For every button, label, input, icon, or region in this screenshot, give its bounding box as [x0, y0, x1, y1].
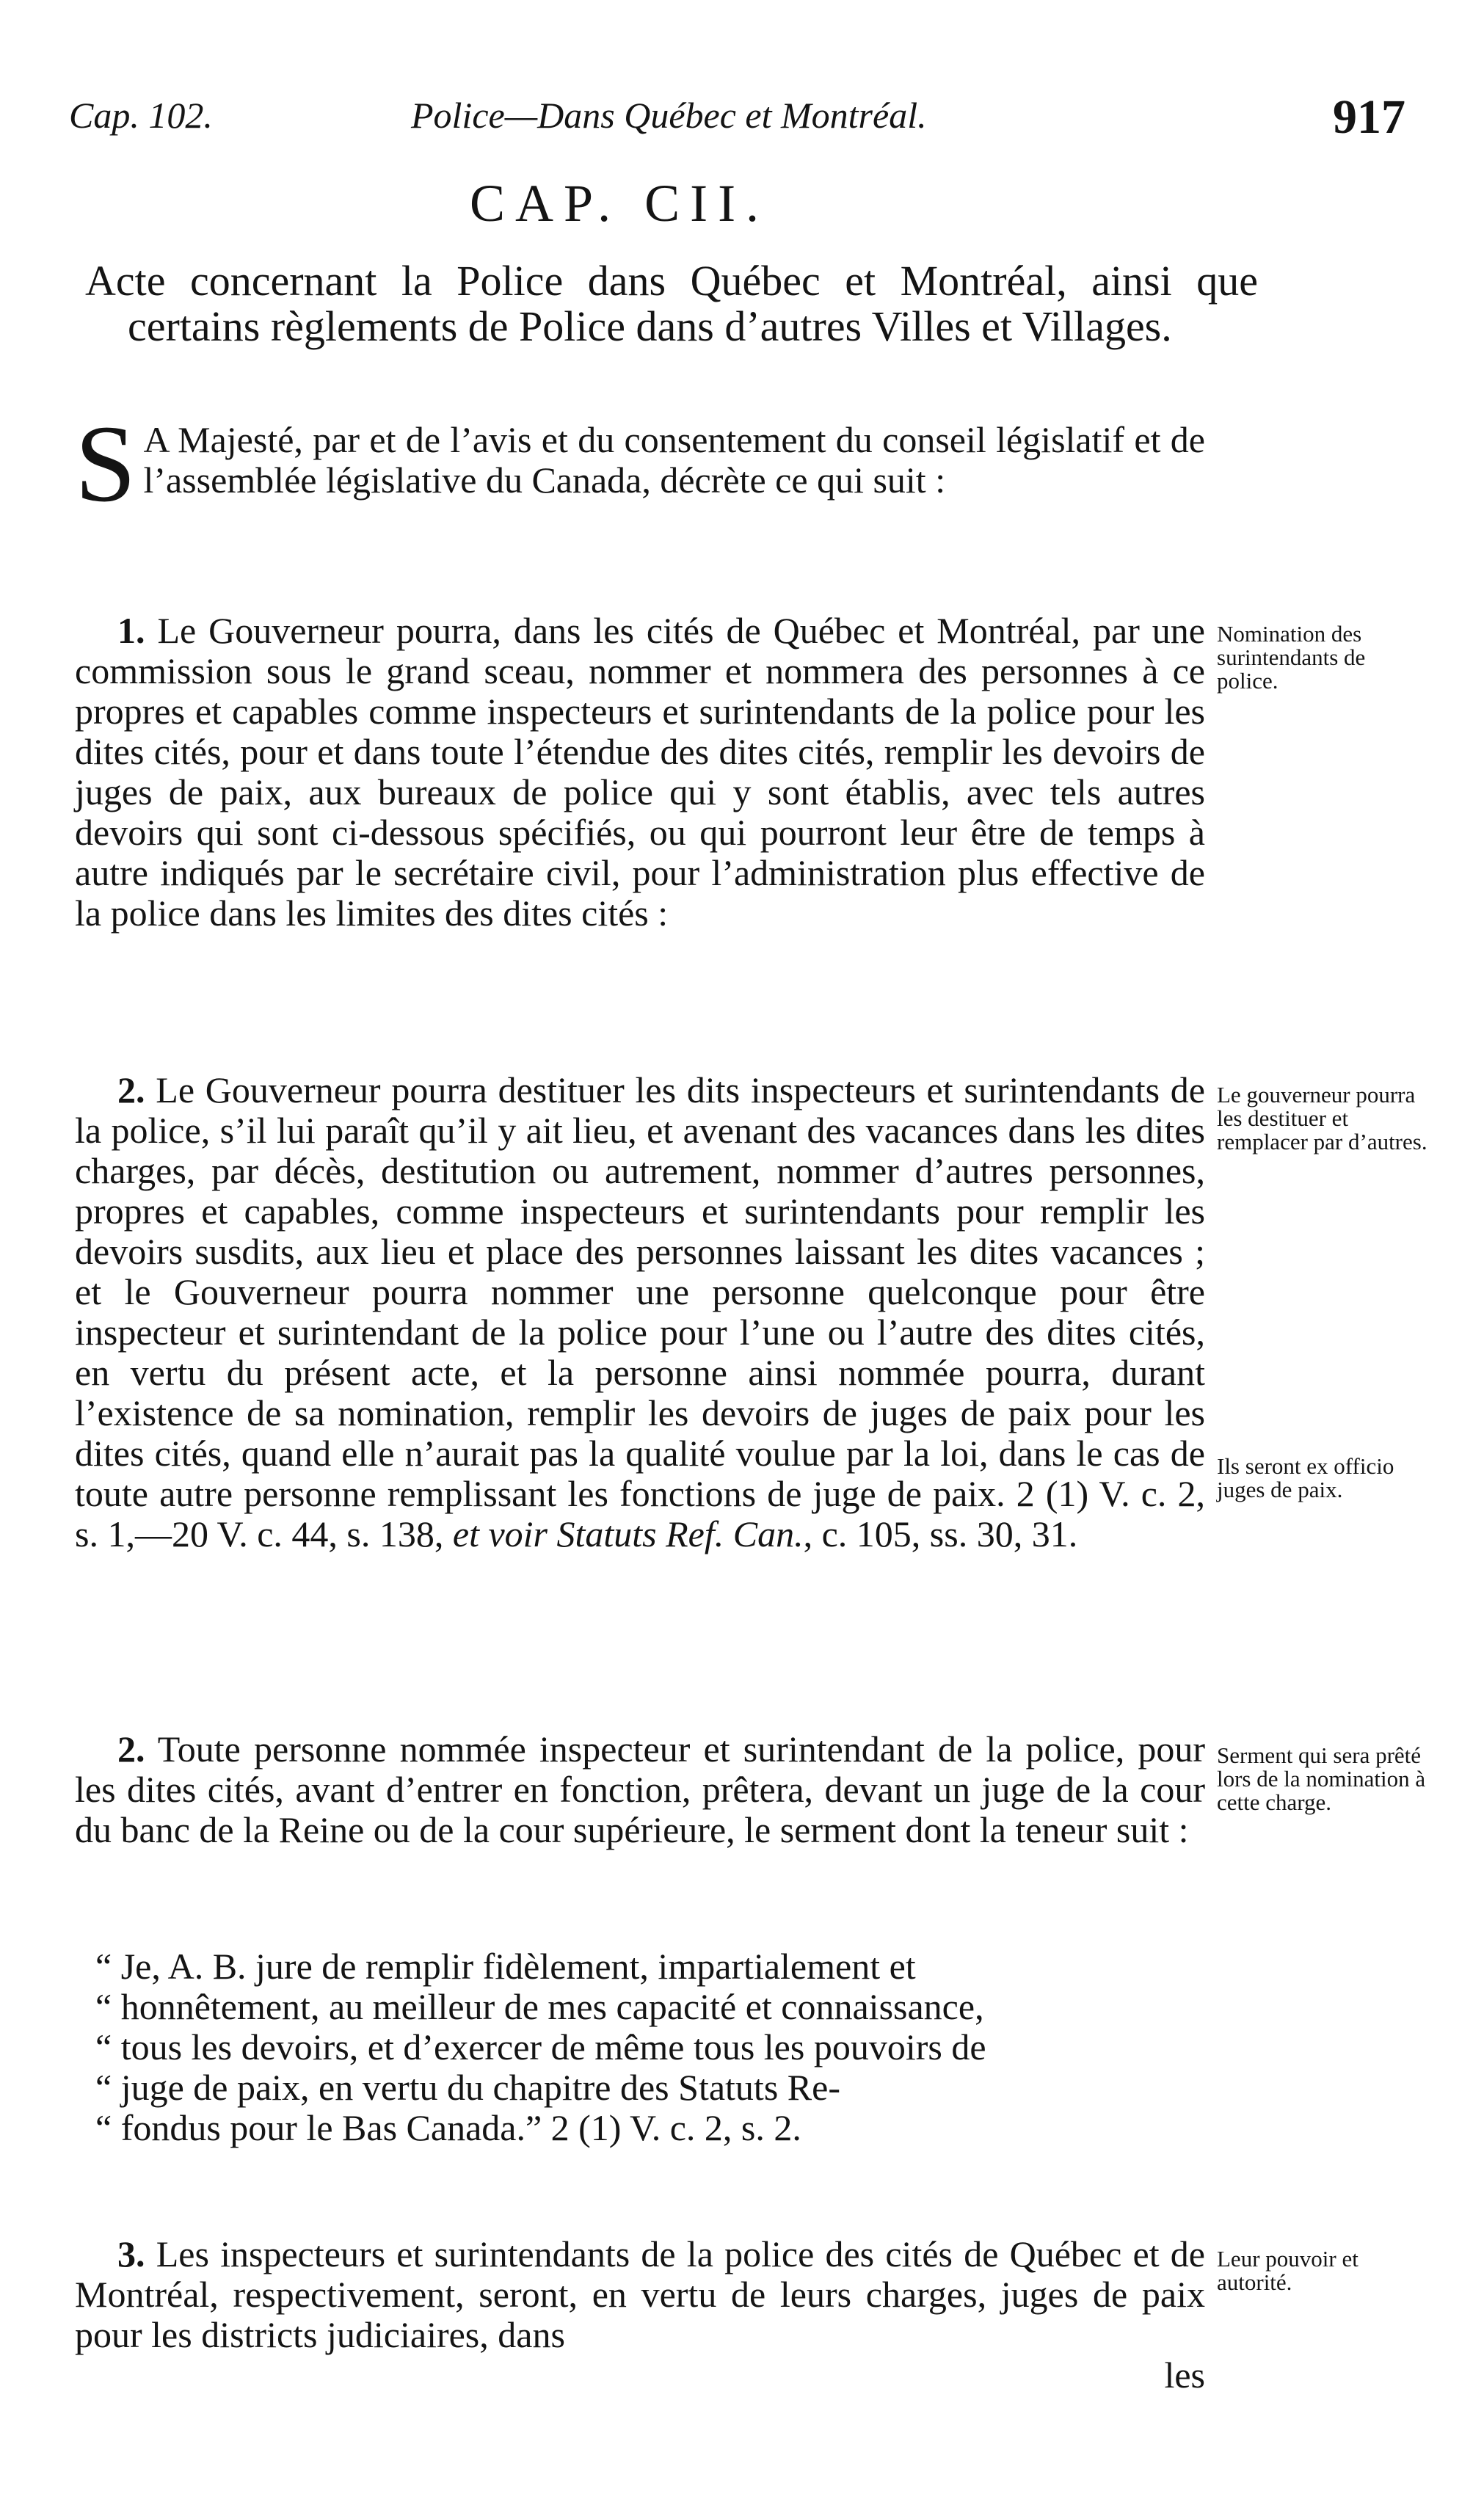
section-citation-ref: et voir Statuts Ref. Can.: [452, 1513, 804, 1554]
oath-line: “ fondus pour le Bas Canada.” 2 (1) V. c. 2, s. 2.: [95, 2107, 801, 2148]
chapter-title: CAP. CII.: [470, 174, 770, 233]
margin-note-destitution: Le gouverneur pourra les destituer et remplacer par d’autres.: [1217, 1082, 1427, 1154]
section-number: 3.: [117, 2233, 145, 2274]
section-number: 2.: [117, 1728, 145, 1770]
section-number: 1.: [117, 610, 145, 651]
section-number: 2.: [117, 1069, 145, 1110]
margin-note-pouvoir: Leur pouvoir et autorité.: [1217, 2246, 1358, 2295]
section-2: [75, 1070, 1205, 1554]
preamble-text: A Majesté, par et de l’avis et du consentement du conseil législatif et de l’assemblée législative du Canada, décrète ce qui suit :: [143, 419, 1205, 501]
drop-cap: S: [75, 403, 137, 525]
oath-line: “ honnêtement, au meilleur de mes capacité et connaissance,: [95, 1986, 984, 2027]
preamble: [75, 403, 1205, 525]
header-title: Police—Dans Québec et Montréal.: [411, 95, 927, 136]
margin-note-ex-officio: Ils seront ex officio juges de paix.: [1217, 1453, 1394, 1502]
act-title: Acte concernant la Police dans Québec et Montréal, ainsi que certains règlements de Police dans d’autres Villes et Villages.: [85, 257, 1258, 350]
page-number: 917: [1333, 90, 1405, 144]
section-text: Toute personne nommée inspecteur et surintendant de la police, pour les dites cités, avant d’entrer en fonction, prêtera, devant un juge de la cour du banc de la Reine ou de la cour supérieure, le serment dont la teneur suit :: [75, 1728, 1205, 1850]
catchword: les: [1164, 2354, 1205, 2396]
header-chapter: Cap. 102.: [69, 95, 213, 136]
oath-line: “ juge de paix, en vertu du chapitre des Statuts Re-: [95, 2067, 840, 2108]
section-3: [75, 2234, 1205, 2396]
oath-line: “ Je, A. B. jure de remplir fidèlement, impartialement et: [95, 1946, 916, 1987]
section-1: [75, 611, 1205, 934]
section-citation-end: , c. 105, ss. 30, 31.: [803, 1513, 1078, 1554]
margin-note-nomination: Nomination des surintendants de police.: [1217, 621, 1366, 694]
section-citation: 2 (1) V. c. 2, s. 1,—20 V. c. 44, s. 138,: [75, 1473, 1206, 1554]
section-oath: [75, 1729, 1205, 1850]
oath-text: [75, 1946, 1205, 2148]
margin-note-serment: Serment qui sera prêté lors de la nomination à cette charge.: [1217, 1742, 1426, 1815]
section-text: Le Gouverneur pourra, dans les cités de Québec et Montréal, par une commission sous le grand sceau, nommer et nommera des personnes à ce propres et capables comme inspecteurs et surintendants de la police pour les dites cités, pour et dans toute l’étendue des dites cités, remplir les devoirs de juges de paix, aux bureaux de police qui y sont établis, avec tels autres devoirs qui sont ci-dessous spécifiés, ou qui pourront leur être de temps à autre indiqués par le secrétaire civil, pour l’administration plus effective de la police dans les limites des dites cités :: [75, 610, 1205, 934]
section-text: Le Gouverneur pourra destituer les dits inspecteurs et surintendants de la police, s’il lui paraît qu’il y ait lieu, et avenant des vacances dans les dites charges, par décès, destitution ou autrement, nommer d’autres personnes, propres et capables, comme inspecteurs et surintendants pour remplir les devoirs susdits, aux lieu et place des personnes laissant les dites vacances ; et le Gouverneur pourra nommer une personne quelconque pour être inspecteur et surintendant de la police pour l’une ou l’autre des dites cités, en vertu du présent acte, et la personne ainsi nommée pourra, durant l’existence de sa nomination, remplir les devoirs de juges de paix pour les dites cités, quand elle n’aurait pas la qualité voulue par la loi, dans le cas de toute autre personne remplissant les fonctions de juge de paix.: [75, 1069, 1206, 1514]
oath-line: “ tous les devoirs, et d’exercer de même tous les pouvoirs de: [95, 2026, 986, 2068]
section-text: Les inspecteurs et surintendants de la police des cités de Québec et de Montréal, respectivement, seront, en vertu de leurs charges, juges de paix pour les districts judiciaires, dans: [75, 2233, 1205, 2355]
